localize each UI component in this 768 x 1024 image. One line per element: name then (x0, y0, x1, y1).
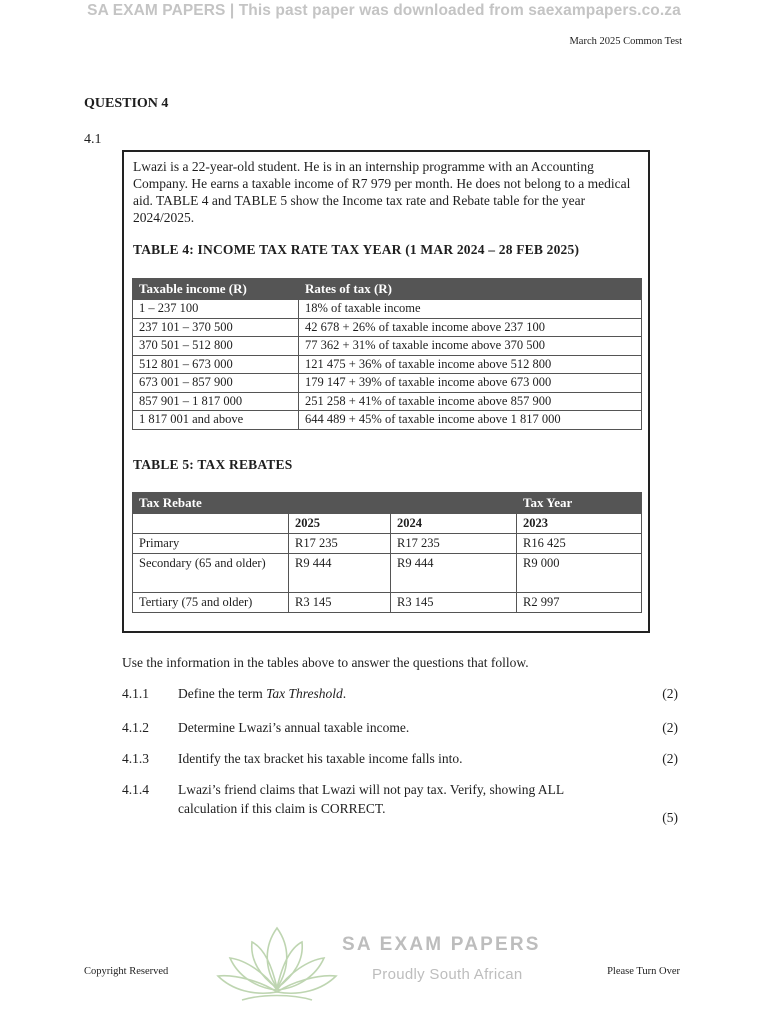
table-cell: R17 235 (289, 534, 391, 554)
table-cell: 857 901 – 1 817 000 (133, 392, 299, 411)
table-cell: 179 147 + 39% of taxable income above 673 000 (299, 374, 642, 393)
table-cell: 1 817 001 and above (133, 411, 299, 430)
instruction-text: Use the information in the tables above to answer the questions that follow. (122, 655, 529, 670)
table-header-cell: Rates of tax (R) (299, 279, 642, 300)
lotus-icon (212, 918, 342, 1004)
question-item-number: 4.1.3 (122, 751, 149, 766)
table-cell: R16 425 (517, 534, 642, 554)
table-cell: 42 678 + 26% of taxable income above 237 100 (299, 318, 642, 337)
table-header-row (133, 493, 642, 514)
question-item-text: Lwazi’s friend claims that Lwazi will not pay tax. Verify, showing ALL calculation if this claim is CORRECT. (178, 782, 564, 816)
footer-turn-over: Please Turn Over (607, 966, 680, 977)
table-cell: 1 – 237 100 (133, 300, 299, 319)
table-cell: R9 444 (391, 554, 517, 593)
watermark-banner: SA EXAM PAPERS | This past paper was downloaded from saexampapers.co.za (87, 2, 681, 19)
question-marks: (2) (662, 751, 678, 766)
table-cell (133, 514, 289, 534)
logo-title: SA EXAM PAPERS (342, 934, 541, 955)
table-cell: 18% of taxable income (299, 300, 642, 319)
question-text-italic: Tax Threshold (266, 686, 343, 701)
table-cell: 644 489 + 45% of taxable income above 1 817 000 (299, 411, 642, 430)
table-cell: 512 801 – 673 000 (133, 355, 299, 374)
table-header-cell: Tax Year (517, 493, 642, 514)
question-marks: (2) (662, 686, 678, 701)
table-header-cell (289, 493, 391, 514)
table-cell: 2024 (391, 514, 517, 534)
logo-subtitle: Proudly South African (372, 966, 523, 983)
question-item-number: 4.1.4 (122, 782, 149, 797)
table-cell: R9 000 (517, 554, 642, 593)
table-cell: 77 362 + 31% of taxable income above 370 500 (299, 337, 642, 356)
page-header: March 2025 Common Test (569, 36, 682, 47)
table-cell: 2025 (289, 514, 391, 534)
table-cell: R17 235 (391, 534, 517, 554)
scenario-text: Lwazi is a 22-year-old student. He is in an internship programme with an Accounting Company. He earns a taxable income of R7 979 per month. He does not belong to a medical aid. TABLE 4 and TABLE 5 show the Income tax rate and Rebate table for the year 2024/2025. (133, 159, 631, 225)
question-item-text: Determine Lwazi’s annual taxable income. (178, 720, 410, 735)
table-cell: Tertiary (75 and older) (133, 593, 289, 613)
footer-copyright: Copyright Reserved (84, 966, 169, 977)
table-cell: 2023 (517, 514, 642, 534)
table-row (133, 411, 642, 430)
table-header-cell (391, 493, 517, 514)
table-cell: 370 501 – 512 800 (133, 337, 299, 356)
table-row (133, 392, 642, 411)
tax-rebates-table (132, 492, 642, 613)
table-cell: R3 145 (289, 593, 391, 613)
table-cell: 121 475 + 36% of taxable income above 512 800 (299, 355, 642, 374)
question-text-part: Define the term (178, 686, 267, 701)
table-header-row (133, 279, 642, 300)
table-header-cell: Taxable income (R) (133, 279, 299, 300)
table5-title: TABLE 5: TAX REBATES (133, 457, 293, 472)
table-cell: 251 258 + 41% of taxable income above 857 900 (299, 392, 642, 411)
table-cell: Primary (133, 534, 289, 554)
question-title: QUESTION 4 (84, 96, 169, 111)
table-row (133, 374, 642, 393)
sa-exam-papers-logo (212, 918, 564, 1004)
table-row (133, 355, 642, 374)
table-row (133, 554, 642, 593)
question-number: 4.1 (84, 132, 102, 147)
question-marks: (2) (662, 720, 678, 735)
table-cell: Secondary (65 and older) (133, 554, 289, 593)
table-row (133, 318, 642, 337)
table4-title: TABLE 4: INCOME TAX RATE TAX YEAR (1 MAR 2024 – 28 FEB 2025) (133, 242, 580, 257)
question-item-number: 4.1.2 (122, 720, 149, 735)
table-row (133, 337, 642, 356)
table-header-cell: Tax Rebate (133, 493, 289, 514)
question-item-text (178, 684, 608, 703)
table-row (133, 300, 642, 319)
table-subheader-row (133, 514, 642, 534)
table-row (133, 534, 642, 554)
table-cell: 237 101 – 370 500 (133, 318, 299, 337)
information-box (122, 150, 650, 633)
question-item-number: 4.1.1 (122, 686, 149, 701)
question-marks: (5) (662, 810, 678, 825)
question-item-text: Identify the tax bracket his taxable income falls into. (178, 751, 463, 766)
table-cell: R3 145 (391, 593, 517, 613)
income-tax-table (132, 278, 642, 430)
table-cell: R9 444 (289, 554, 391, 593)
table-row (133, 593, 642, 613)
table-cell: R2 997 (517, 593, 642, 613)
table-cell: 673 001 – 857 900 (133, 374, 299, 393)
question-text-part: . (342, 686, 347, 701)
